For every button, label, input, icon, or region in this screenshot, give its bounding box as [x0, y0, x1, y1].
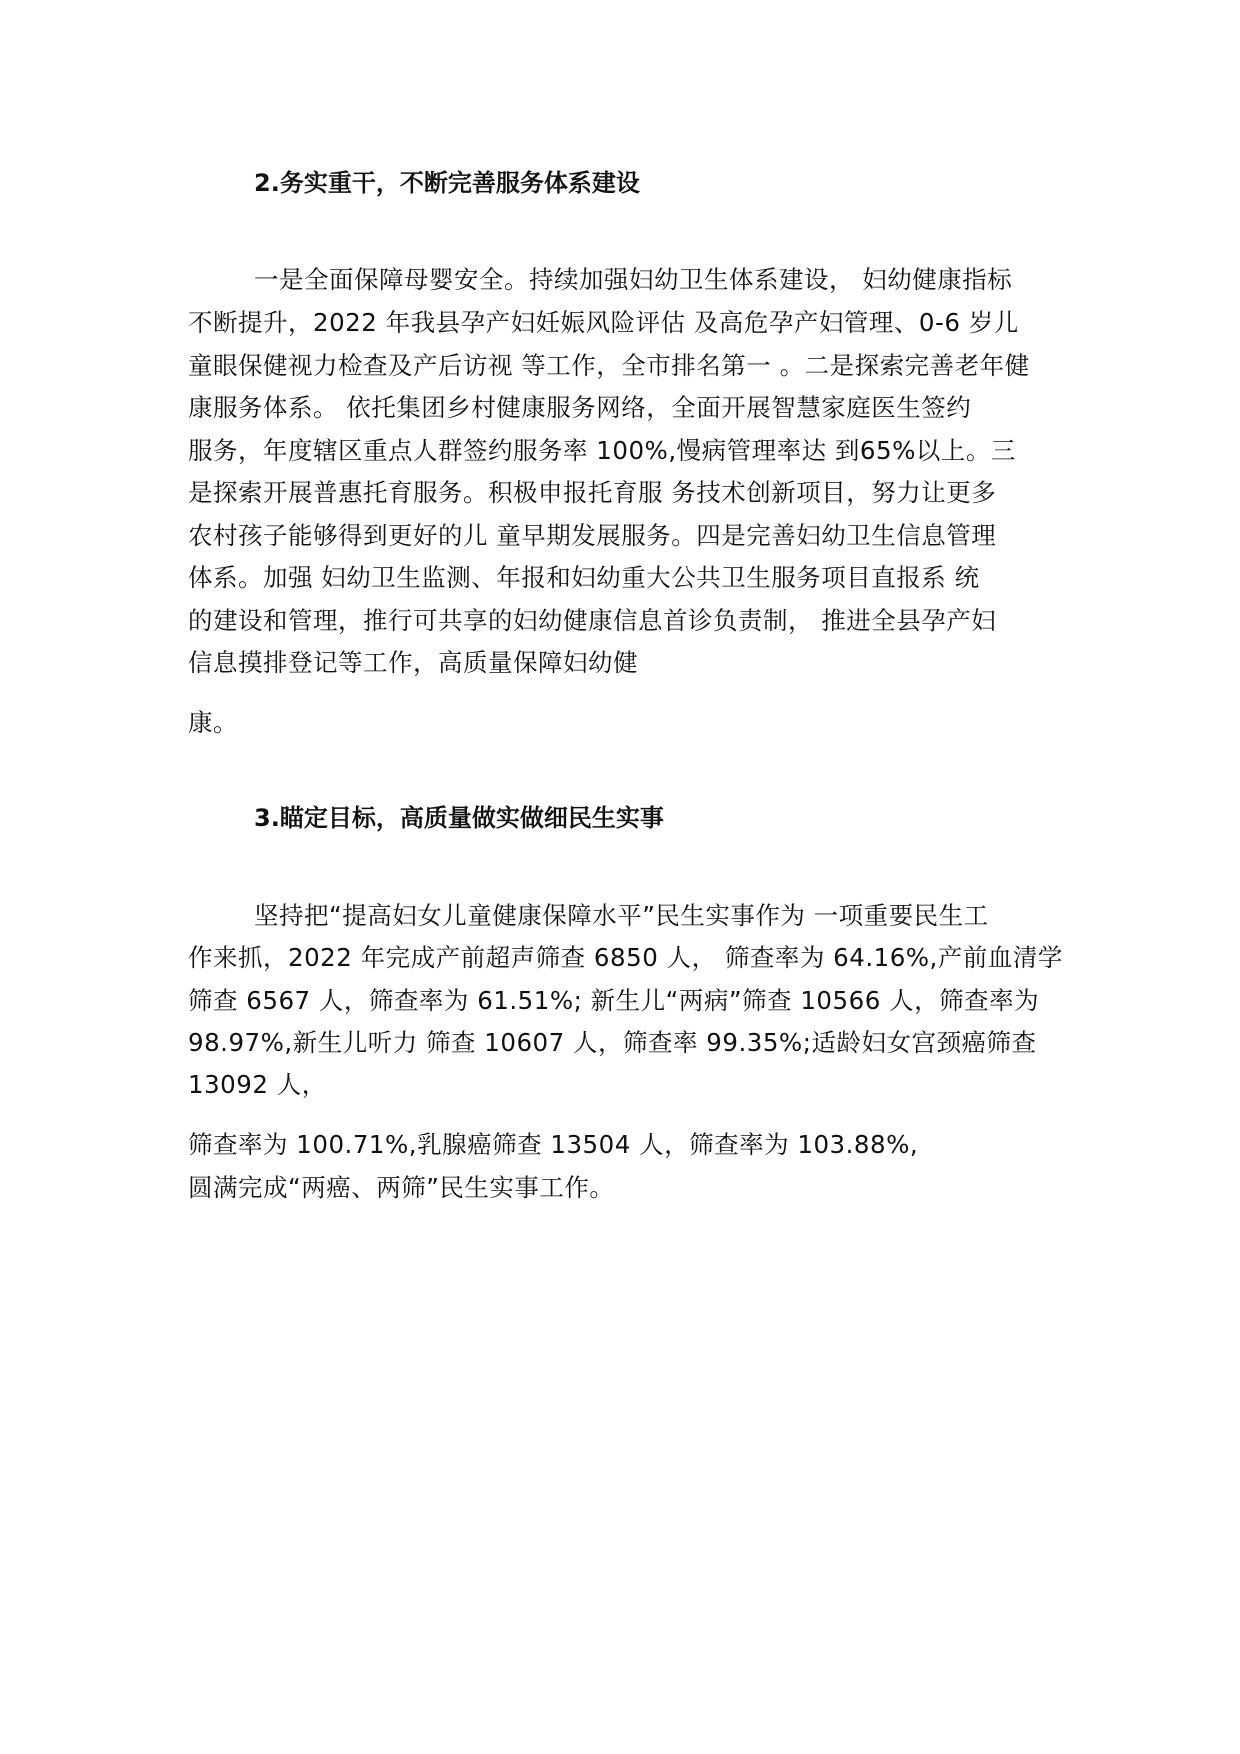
- paragraph-line: 一是全面保障母婴安全。持续加强妇幼卫生体系建设， 妇幼健康指标: [254, 265, 1013, 294]
- paragraph-line: 体系。加强 妇幼卫生监测、年报和妇幼重大公共卫生服务项目直报系 统: [188, 563, 980, 592]
- paragraph-line: 98.97%,新生儿听力 筛查 10607 人，筛查率 99.35%;适龄妇女宫颈癌筛查: [188, 1028, 1037, 1057]
- section-heading-2: 2.务实重干，不断完善服务体系建设: [254, 169, 640, 197]
- paragraph-line: 农村孩子能够得到更好的儿 童早期发展服务。四是完善妇幼卫生信息管理: [188, 521, 997, 550]
- paragraph-line: 筛查率为 100.71%,乳腺癌筛查 13504 人，筛查率为 103.88%,: [188, 1130, 919, 1159]
- paragraph-line: 的建设和管理，推行可共享的妇幼健康信息首诊负责制， 推进全县孕产妇: [188, 606, 997, 635]
- paragraph-line: 作来抓，2022 年完成产前超声筛查 6850 人， 筛查率为 64.16%,产前血清学: [188, 943, 1063, 972]
- paragraph-line: 是探索开展普惠托育服务。积极申报托育服 务技术创新项目，努力让更多: [188, 478, 997, 507]
- paragraph-line: 童眼保健视力检查及产后访视 等工作，全市排名第一 。二是探索完善老年健: [188, 351, 1030, 380]
- paragraph-line: 信息摸排登记等工作，高质量保障妇幼健: [188, 648, 638, 677]
- paragraph-line: 服务，年度辖区重点人群签约服务率 100%,慢病管理率达 到65%以上。三: [188, 436, 1016, 465]
- paragraph-line: 康服务体系。 依托集团乡村健康服务网络，全面开展智慧家庭医生签约: [188, 393, 972, 422]
- paragraph-line: 不断提升，2022 年我县孕产妇妊娠风险评估 及高危孕产妇管理、0-6 岁儿: [188, 308, 1019, 337]
- paragraph-line: 坚持把“提高妇女儿童健康保障水平”民生实事作为 一项重要民生工: [254, 901, 989, 930]
- paragraph-line: 康。: [188, 708, 238, 737]
- paragraph-line: 13092 人，: [188, 1070, 327, 1099]
- paragraph-line: 圆满完成“两癌、两筛”民生实事工作。: [188, 1173, 615, 1202]
- paragraph-line: 筛查 6567 人，筛查率为 61.51%; 新生儿“两病”筛查 10566 人，筛查率为: [188, 986, 1040, 1015]
- section-heading-3: 3.瞄定目标，高质量做实做细民生实事: [254, 804, 664, 832]
